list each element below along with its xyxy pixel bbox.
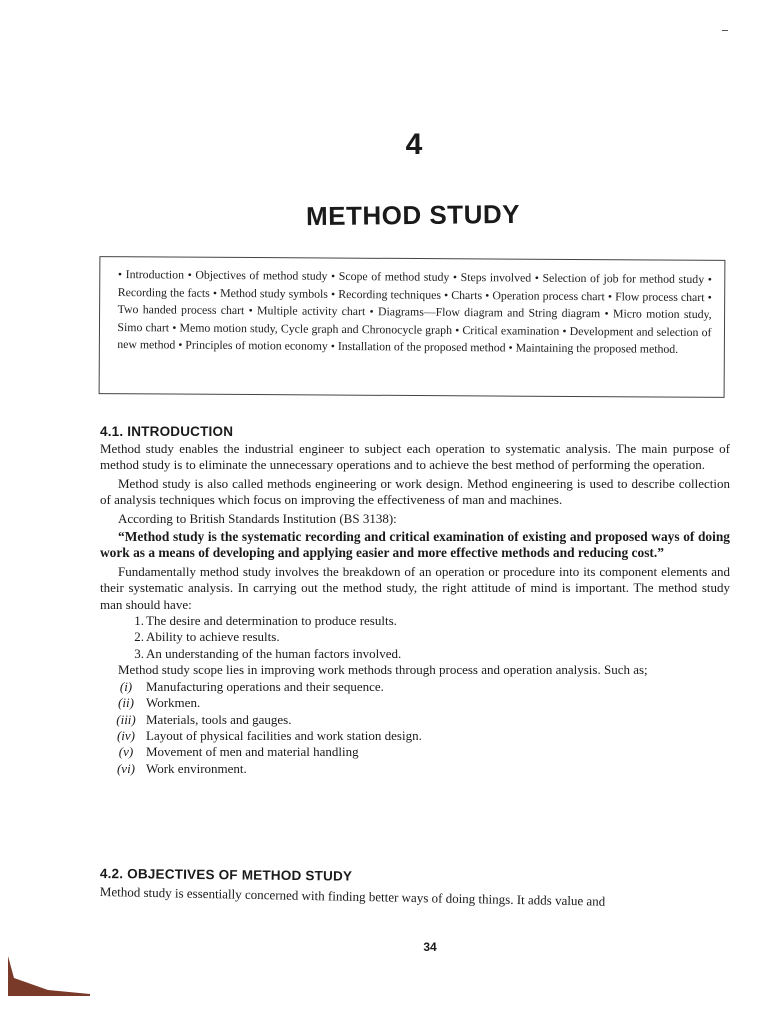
list-item: (ii) Workmen. — [118, 695, 201, 711]
list-item: 3. An understanding of the human factors involved. — [134, 645, 402, 661]
chapter-title: METHOD STUDY — [305, 198, 521, 232]
paragraph: According to British Standards Institution (BS 3138): — [118, 510, 397, 526]
scan-mark — [722, 30, 728, 31]
chapter-number: 4 — [405, 128, 423, 161]
list-item: (v) Movement of men and material handling — [118, 744, 359, 760]
roman-list — [100, 679, 730, 777]
list-item: (iii) Materials, tools and gauges. — [116, 711, 292, 727]
page-number: 34 — [423, 940, 437, 954]
section-heading-objectives: 4.2. OBJECTIVES OF METHOD STUDY — [99, 866, 353, 884]
objectives-body — [100, 884, 730, 912]
paragraph: Method study is also called methods engineering or work design. Method engineering is used to describe collection of analysis techniques which focus on improving the effectiveness of man and machines. — [100, 475, 730, 508]
introduction-body — [100, 441, 730, 777]
chapter-contents-text: • Introduction • Objectives of method study • Scope of method study • Steps involved • Selection of job for method study • Recording the facts • Method study symbols • Recording techniques • Charts • Operation process chart • Flow process chart • Two handed process chart • Multiple activity chart • Diagrams—Flow diagram and String diagram • Micro motion study, Simo chart • Memo motion study, Cycle graph and Chronocycle graph • Critical examination • Development and selection of new method • Principles of motion economy • Installation of the proposed method • Maintaining the proposed method. — [117, 266, 712, 356]
paragraph: Method study is essentially concerned with finding better ways of doing things. It adds value and — [99, 884, 606, 909]
page-corner-shadow — [8, 956, 90, 996]
paragraph: Fundamentally method study involves the breakdown of an operation or procedure into its component elements and their systematic analysis. In carrying out the method study, the right attitude of mind is important. The method study man should have: — [100, 563, 730, 612]
list-item: 2. Ability to achieve results. — [134, 629, 280, 645]
list-item: (vi) Work environment. — [116, 760, 247, 776]
section-heading-introduction: 4.1. INTRODUCTION — [100, 424, 234, 439]
paragraph: Method study enables the industrial engineer to subject each operation to systematic analysis. The main purpose of method study is to eliminate the unnecessary operations and to achieve the best method of performing the operation. — [100, 441, 730, 473]
list-item: 1. The desire and determination to produce results. — [134, 613, 397, 629]
definition-quote: “Method study is the systematic recording and critical examination of existing and proposed ways of doing work as a means of developing and applying easier and more effective methods and reducing cost.” — [100, 529, 730, 561]
paragraph: Method study scope lies in improving work methods through process and operation analysis. Such as; — [118, 662, 648, 678]
list-item: (iv) Layout of physical facilities and work station design. — [116, 727, 422, 743]
numbered-list — [100, 613, 730, 662]
list-item: (i) Manufacturing operations and their sequence. — [119, 678, 384, 694]
